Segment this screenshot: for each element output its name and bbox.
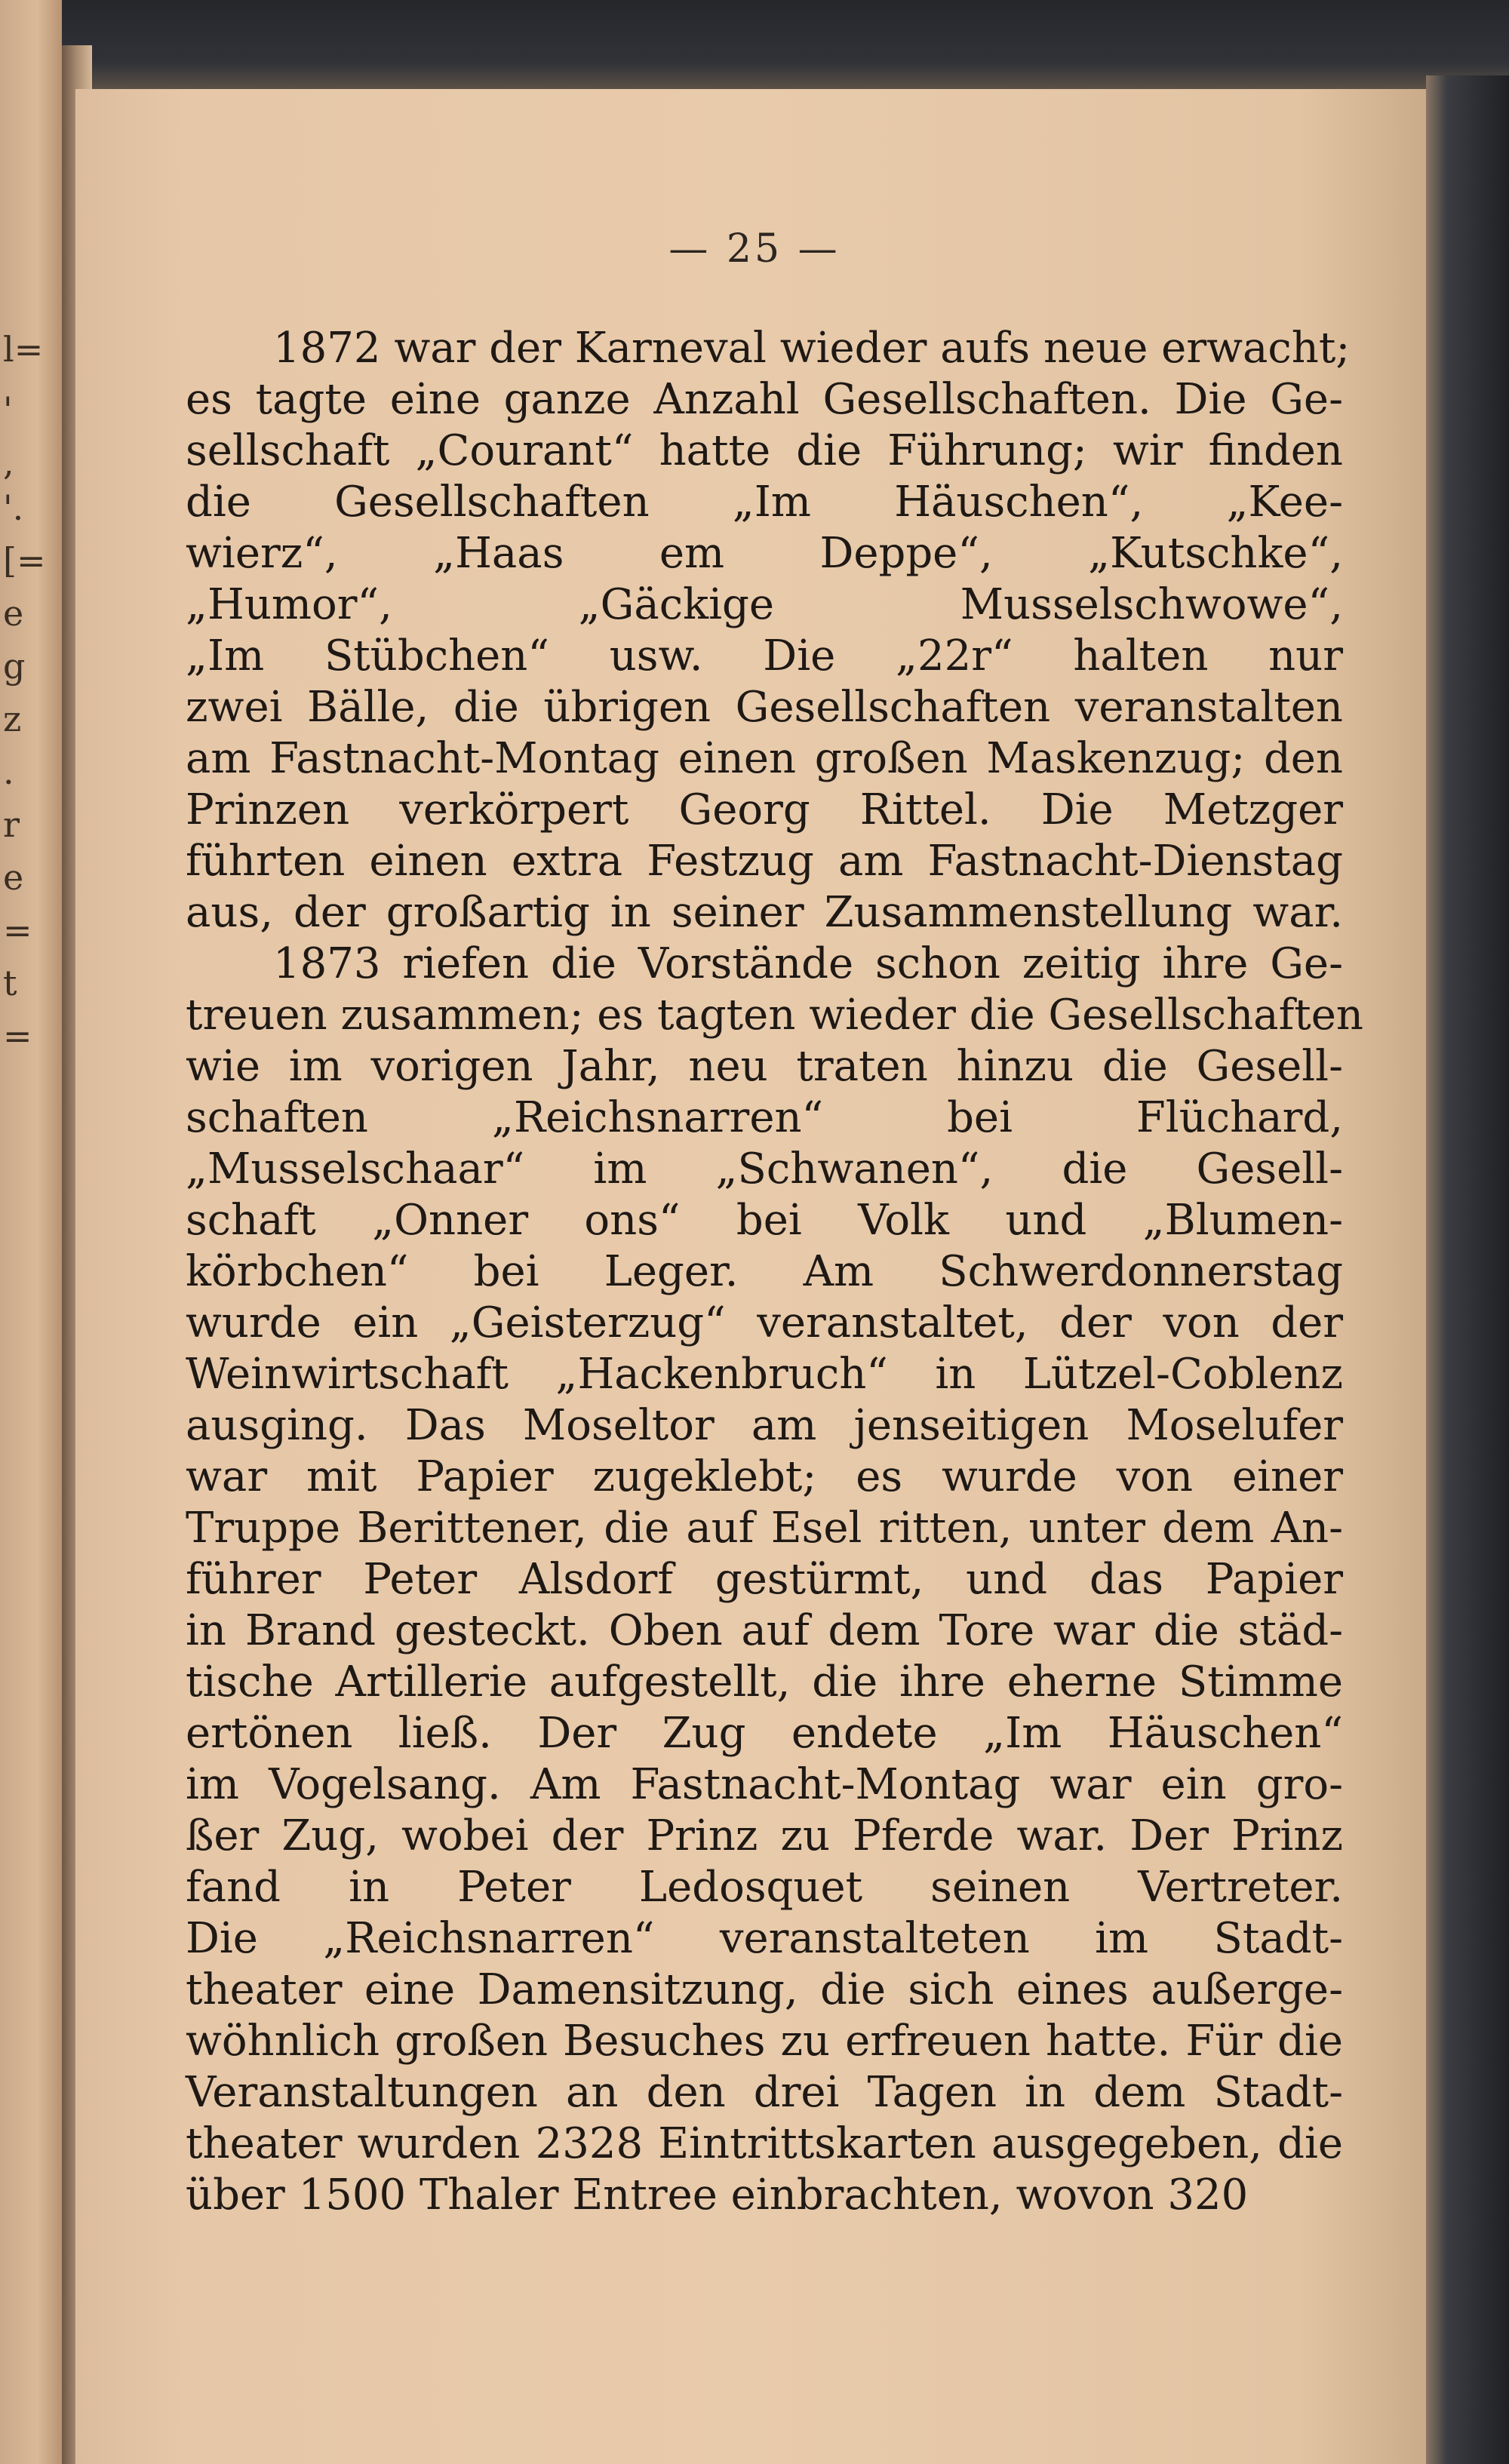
text-line: „Im Stübchen“ usw. Die „22r“ halten nur xyxy=(186,631,1343,681)
text-line: theater wurden 2328 Eintrittskarten ausgegeben, die xyxy=(186,2119,1343,2168)
facing-page-fragment: e xyxy=(3,857,24,898)
text-line: aus, der großartig in seiner Zusammenstellung war. xyxy=(186,888,1343,937)
text-line: wurde ein „Geisterzug“ veranstaltet, der von der xyxy=(186,1298,1343,1347)
text-line: „Humor“, „Gäckige Musselschwowe“, xyxy=(186,580,1343,629)
facing-page-fragment: g xyxy=(3,646,26,687)
text-line: Prinzen verkörpert Georg Rittel. Die Metzger xyxy=(186,785,1343,834)
text-line: wierz“, „Haas em Deppe“, „Kutschke“, xyxy=(186,529,1343,578)
text-line: wöhnlich großen Besuches zu erfreuen hatte. Für die xyxy=(186,2017,1343,2066)
facing-page-fragment: '. xyxy=(3,487,24,528)
facing-page-fragment: r xyxy=(3,804,20,845)
book-top-shadow xyxy=(0,0,1509,89)
text-line: ßer Zug, wobei der Prinz zu Pferde war. Der Prinz xyxy=(186,1811,1343,1860)
text-line: tische Artillerie aufgestellt, die ihre eherne Stimme xyxy=(186,1658,1343,1707)
facing-page-fragment: l= xyxy=(3,329,44,370)
facing-page-fragment: , xyxy=(3,442,14,483)
text-line: Die „Reichsnarren“ veranstalteten im Stadt- xyxy=(186,1914,1343,1963)
text-line: fand in Peter Ledosquet seinen Vertreter. xyxy=(186,1863,1343,1912)
facing-page-fragment: [= xyxy=(3,540,46,581)
text-line: Truppe Berittener, die auf Esel ritten, unter dem An- xyxy=(186,1504,1343,1553)
text-line: die Gesellschaften „Im Häuschen“, „Kee- xyxy=(186,478,1343,527)
text-line: in Brand gesteckt. Oben auf dem Tore war die städ- xyxy=(186,1606,1343,1655)
text-line: 1872 war der Karneval wieder aufs neue erwacht; xyxy=(273,324,1351,373)
text-line: im Vogelsang. Am Fastnacht-Montag war ein gro- xyxy=(186,1760,1343,1809)
text-line: schaften „Reichsnarren“ bei Flüchard, xyxy=(186,1093,1343,1142)
facing-page-fragment: z xyxy=(3,699,22,739)
text-line: zwei Bälle, die übrigen Gesellschaften veranstalten xyxy=(186,683,1343,732)
text-line: Veranstaltungen an den drei Tagen in dem Stadt- xyxy=(186,2068,1343,2117)
text-line: es tagte eine ganze Anzahl Gesellschaften. Die Ge- xyxy=(186,375,1343,424)
text-line: „Musselschaar“ im „Schwanen“, die Gesell- xyxy=(186,1144,1343,1194)
text-line: führten einen extra Festzug am Fastnacht-Dienstag xyxy=(186,837,1343,886)
text-line: treuen zusammen; es tagten wieder die Gesellschaften xyxy=(186,991,1363,1040)
text-line: schaft „Onner ons“ bei Volk und „Blumen- xyxy=(186,1196,1343,1245)
facing-page-fragment: = xyxy=(3,910,32,951)
page-text xyxy=(186,323,1363,2221)
text-line: sellschaft „Courant“ hatte die Führung; wir finden xyxy=(186,426,1343,475)
facing-page-fragment: t xyxy=(3,963,17,1003)
facing-page-fragment: = xyxy=(3,1015,32,1056)
text-line: wie im vorigen Jahr, neu traten hinzu die Gesell- xyxy=(186,1042,1343,1091)
text-line: ertönen ließ. Der Zug endete „Im Häuschen“ xyxy=(186,1709,1343,1758)
facing-page-fragment: ' xyxy=(3,389,13,430)
facing-page-fragment: e xyxy=(3,593,24,634)
text-line: theater eine Damensitzung, die sich eines außerge- xyxy=(186,1965,1343,2014)
facing-page-fragment: . xyxy=(3,751,14,792)
book-cover-edge xyxy=(1426,75,1509,2464)
facing-page-edge xyxy=(0,0,62,2464)
text-line: über 1500 Thaler Entree einbrachten, wovon 320 xyxy=(186,2171,1249,2220)
text-line: körbchen“ bei Leger. Am Schwerdonnerstag xyxy=(186,1247,1343,1296)
text-line: führer Peter Alsdorf gestürmt, und das Papier xyxy=(186,1555,1343,1604)
text-line: Weinwirtschaft „Hackenbruch“ in Lützel-Coblenz xyxy=(186,1350,1343,1399)
text-line: 1873 riefen die Vorstände schon zeitig ihre Ge- xyxy=(273,939,1343,988)
text-line: am Fastnacht-Montag einen großen Maskenzug; den xyxy=(186,734,1343,783)
text-line: war mit Papier zugeklebt; es wurde von einer xyxy=(186,1452,1343,1501)
page-number: — 25 — xyxy=(668,226,841,272)
text-line: ausging. Das Moseltor am jenseitigen Moselufer xyxy=(186,1401,1343,1450)
